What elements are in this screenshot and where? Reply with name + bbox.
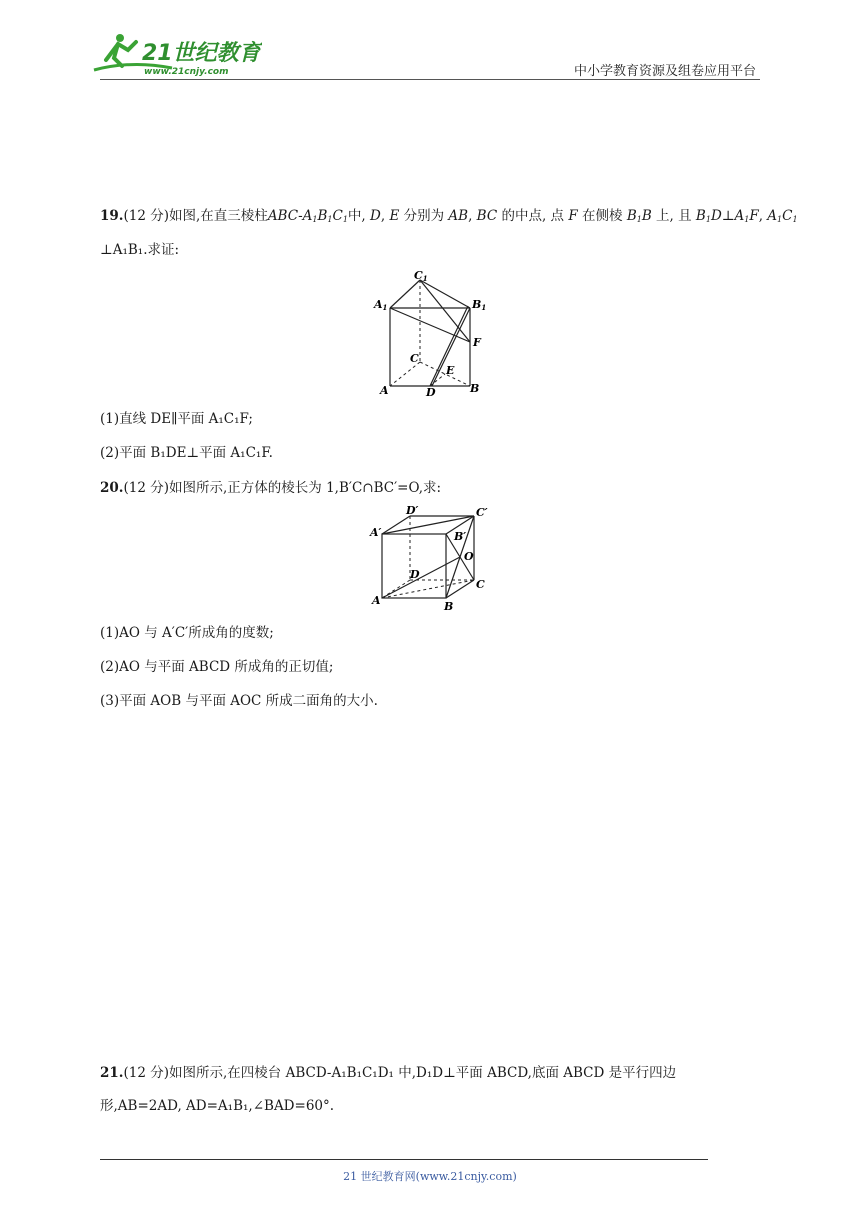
label-D-prime: D′ [406,504,419,517]
label-A: A [372,594,381,607]
q19-line1: 19.(12 分)如图,在直三棱柱ABC-$A_1B_1C_1$中, D, E 分别为 AB, BC 的中点, 点 F 在侧棱 $B_1B$ 上, 且 $B_1D\perp A_1F$, $A_1C_1$ [100,208,798,224]
label-B-prime: B′ [454,530,467,543]
q21-stem: 如图所示,在四棱台 ABCD-A₁B₁C₁D₁ 中,D₁D⊥平面 ABCD,底面 ABCD 是平行四边 [169,1065,677,1081]
footer-divider [100,1159,708,1160]
q20-line1 [100,482,441,496]
q20-score: (12 分) [123,480,170,496]
label-A1: A1 [374,298,388,312]
q19-stem-pre: 如图,在直三棱柱 [169,208,268,224]
q21-line2: 形,AB=2AD, AD=A₁B₁,∠BAD=60°. [100,1098,335,1114]
label-F: F [473,336,481,349]
q21-number: 21. [100,1065,124,1081]
q19-score: (12 分) [123,208,170,224]
logo-text: 21世纪教育 [142,41,261,66]
site-logo [92,30,262,78]
label-B1: B1 [472,298,487,312]
q20-cube-figure [368,504,498,616]
q19-part1: (1)直线 DE∥平面 A₁C₁F; [100,411,253,427]
q20-stem: 如图所示,正方体的棱长为 1,B′C∩BC′=O,求: [169,480,442,496]
q20-part3: (3)平面 AOB 与平面 AOC 所成二面角的大小. [100,693,378,709]
label-B: B [470,382,480,395]
label-C-prime: C′ [476,506,488,519]
label-A: A [380,384,389,397]
label-O: O [464,550,474,563]
platform-name: 中小学教育资源及组卷应用平台 [573,64,756,79]
q19-part2: (2)平面 B₁DE⊥平面 A₁C₁F. [100,445,273,461]
label-A-prime: A′ [370,526,382,539]
label-D: D [426,386,436,398]
q19-line2: ⊥A₁B₁.求证: [100,242,180,258]
header-divider [100,79,760,80]
logo-url: www.21cnjy.com [144,67,229,77]
q20-part2: (2)AO 与平面 ABCD 所成角的正切值; [100,659,334,675]
q21-score: (12 分) [123,1065,170,1081]
label-E: E [446,364,455,377]
label-D: D [410,568,420,581]
label-C: C [476,578,485,591]
q20-number: 20. [100,480,124,496]
label-B: B [444,600,454,613]
q20-part1: (1)AO 与 A′C′所成角的度数; [100,625,274,641]
label-C1: C1 [414,270,428,283]
q21-line1 [100,1067,676,1081]
label-C: C [410,352,419,365]
q19-prism-figure [372,270,502,398]
footer-text: 21 世纪教育网(www.21cnjy.com) [343,1170,517,1183]
q19-number: 19. [100,208,124,224]
